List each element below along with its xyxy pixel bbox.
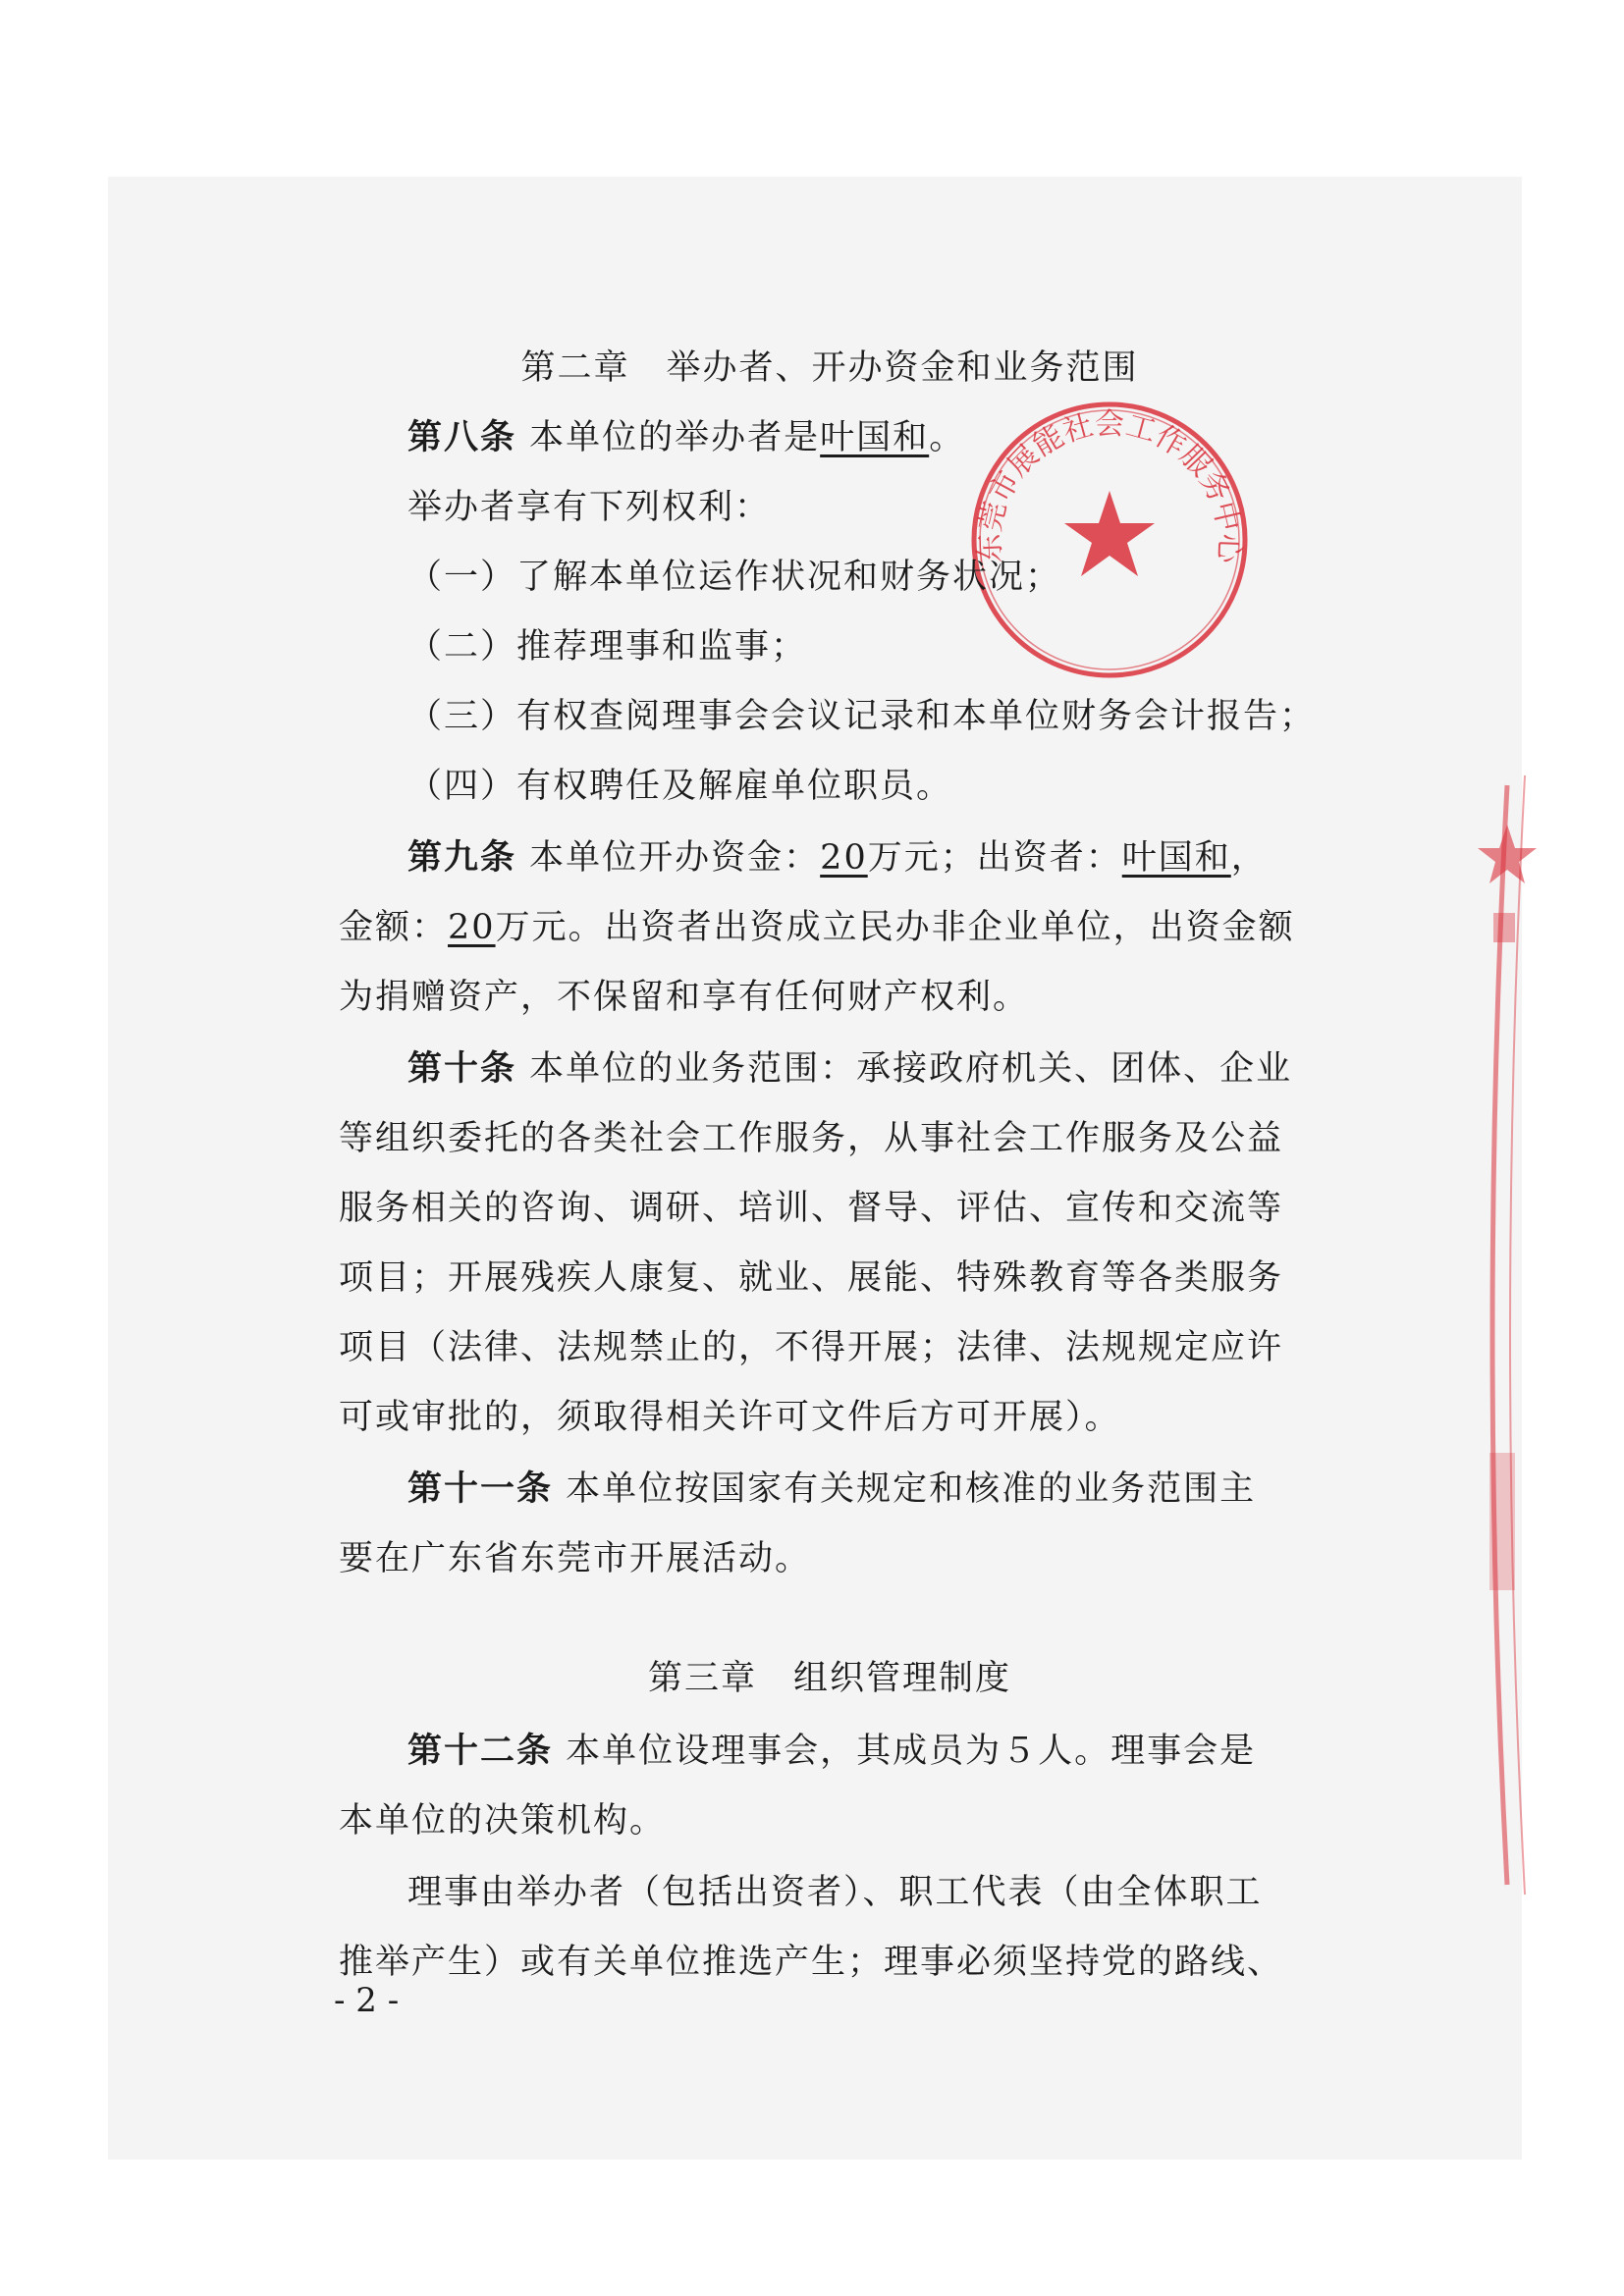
article-8-text: 本单位的举办者是 <box>529 418 821 457</box>
article-8-end: 。 <box>929 418 966 457</box>
article-9-text-a: 本单位开办资金： <box>529 838 821 878</box>
organization-seal <box>967 398 1252 682</box>
article-9-label: 第九条 <box>407 838 517 878</box>
article-11-line-1 <box>407 1467 1256 1512</box>
investor-name: 叶国和 <box>1121 838 1231 878</box>
capital-amount: 20 <box>820 838 868 878</box>
right-item-3: （三）有权查阅理事会会议记录和本单位财务会计报告； <box>407 697 1317 736</box>
article-9-text-b: 万元；出资者： <box>867 838 1122 878</box>
article-10-line-6: 可或审批的，须取得相关许可文件后方可开展）。 <box>339 1398 1121 1437</box>
article-10-line-5: 项目（法律、法规禁止的，不得开展；法律、法规规定应许 <box>339 1328 1284 1367</box>
article-10-label: 第十条 <box>407 1049 517 1089</box>
article-8 <box>407 415 965 460</box>
founder-name: 叶国和 <box>820 418 930 457</box>
article-8-label: 第八条 <box>407 418 517 457</box>
article-11-line-2: 要在广东省东莞市开展活动。 <box>339 1539 812 1578</box>
chapter-2-heading: 第二章 举办者、开办资金和业务范围 <box>520 348 1139 388</box>
directors-para-line-2: 推举产生）或有关单位推选产生；理事必须坚持党的路线、 <box>339 1943 1284 1982</box>
rights-intro: 举办者享有下列权利： <box>407 488 772 527</box>
article-12-label: 第十二条 <box>407 1732 554 1771</box>
edge-seal-fragment <box>1468 746 1537 1924</box>
article-12-text-1: 本单位设理事会，其成员为５人。理事会是 <box>566 1732 1257 1771</box>
article-9-text-e: 万元。出资者出资成立民办非企业单位，出资金额 <box>495 908 1295 947</box>
article-10-line-4: 项目；开展残疾人康复、就业、展能、特殊教育等各类服务 <box>339 1258 1284 1298</box>
right-item-2: （二）推荐理事和监事； <box>407 627 808 667</box>
article-12-line-2: 本单位的决策机构。 <box>339 1801 667 1841</box>
article-12-line-1 <box>407 1729 1256 1774</box>
article-9-text-d: 金额： <box>339 908 449 947</box>
article-10-line-3: 服务相关的咨询、调研、培训、督导、评估、宣传和交流等 <box>339 1189 1284 1228</box>
seal-text: 东莞市展能社会工作服务中心 <box>972 407 1247 564</box>
directors-para-line-1: 理事由举办者（包括出资者）、职工代表（由全体职工 <box>407 1873 1263 1912</box>
right-item-1: （一）了解本单位运作状况和财务状况； <box>407 558 1062 597</box>
article-11-text-1: 本单位按国家有关规定和核准的业务范围主 <box>566 1469 1257 1509</box>
article-9-line-3: 为捐赠资产，不保留和享有任何财产权利。 <box>339 978 1030 1017</box>
scanned-page-background <box>108 177 1522 2160</box>
article-10-text-1: 本单位的业务范围：承接政府机关、团体、企业 <box>529 1049 1293 1089</box>
article-11-label: 第十一条 <box>407 1469 554 1509</box>
article-9-line-1 <box>407 835 1268 881</box>
investment-amount: 20 <box>448 908 496 947</box>
article-10-line-1 <box>407 1046 1292 1092</box>
article-9-text-c: ， <box>1230 838 1268 878</box>
right-item-4: （四）有权聘任及解雇单位职员。 <box>407 767 953 806</box>
page-number: - 2 - <box>334 1981 400 2020</box>
chapter-3-heading: 第三章 组织管理制度 <box>647 1659 1011 1698</box>
article-9-line-2 <box>339 905 1295 950</box>
article-10-line-2: 等组织委托的各类社会工作服务，从事社会工作服务及公益 <box>339 1119 1284 1158</box>
